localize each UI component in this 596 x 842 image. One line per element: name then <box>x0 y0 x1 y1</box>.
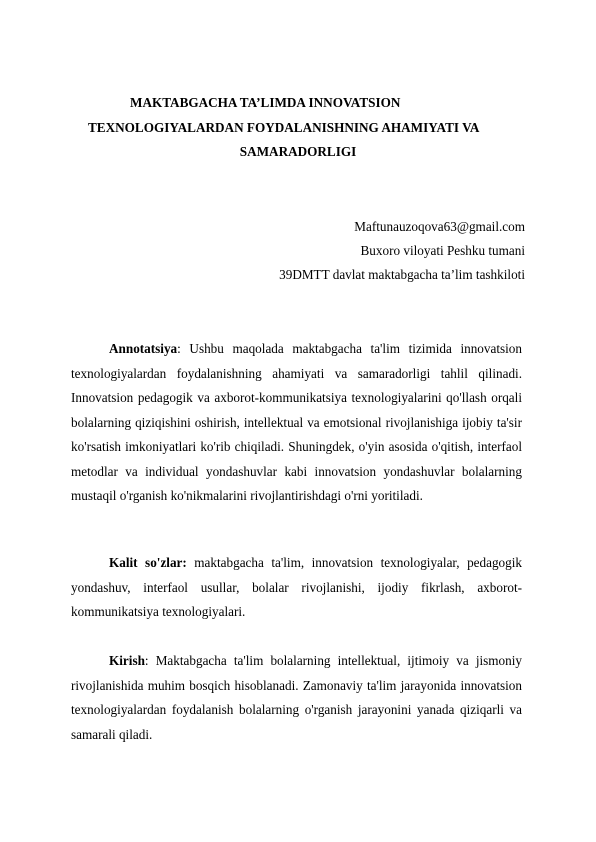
introduction-label: Kirish <box>109 653 145 668</box>
keywords-paragraph <box>71 551 522 625</box>
abstract-label: Annotatsiya <box>109 341 178 356</box>
abstract-text: : Ushbu maqolada maktabgacha ta'lim tizimida innovatsion texnologiyalardan foydalanishning ahamiyati va samaradorligi tahlil qilinadi. Innovatsion pedagogik va axborot-kommunikatsiya texnologiyalarini qo'llash orqali bolalarning qiziqishini oshirish, intellektual va emotsional rivojlanishiga ijobiy ta'sir ko'rsatish imkoniyatlari ko'rib chiqiladi. Shuningdek, o'yin asosida o'qitish, interfaol metodlar va individual yondashuvlar kabi innovatsion yondashuvlar bolalarning mustaqil o'rganish ko'nikmalarini rivojlantirishdagi o'rni yoritiladi. <box>71 341 522 503</box>
title-line-3: SAMARADORLIGI <box>239 144 357 159</box>
author-institution: 39DMTT davlat maktabgacha ta’lim tashkiloti <box>279 267 525 283</box>
author-region: Buxoro viloyati Peshku tumani <box>360 243 525 259</box>
keywords-text: maktabgacha ta'lim, innovatsion texnologiyalar, pedagogik yondashuv, interfaol usullar, bolalar rivojlanishi, ijodiy fikrlash, axborot-kommunikatsiya texnologiyalari. <box>71 555 522 619</box>
title-line-2: TEXNOLOGIYALARDAN FOYDALANISHNING AHAMIYATI VA <box>88 119 480 135</box>
paper-title <box>70 91 526 165</box>
author-affiliation <box>279 215 525 288</box>
abstract-paragraph <box>71 337 522 509</box>
introduction-paragraph <box>71 649 522 747</box>
title-line-1: MAKTABGACHA TA’LIMDA INNOVATSION <box>130 95 401 110</box>
keywords-label: Kalit so'zlar: <box>109 555 187 570</box>
author-email: Maftunauzoqova63@gmail.com <box>354 219 525 234</box>
introduction-text: : Maktabgacha ta'lim bolalarning intellektual, ijtimoiy va jismoniy rivojlanishida muhim bosqich hisoblanadi. Zamonaviy ta'lim jarayonida innovatsion texnologiyalardan foydalanish bolalarning o'rganish jarayonini yanada qiziqarli va samarali qiladi. <box>71 653 522 742</box>
